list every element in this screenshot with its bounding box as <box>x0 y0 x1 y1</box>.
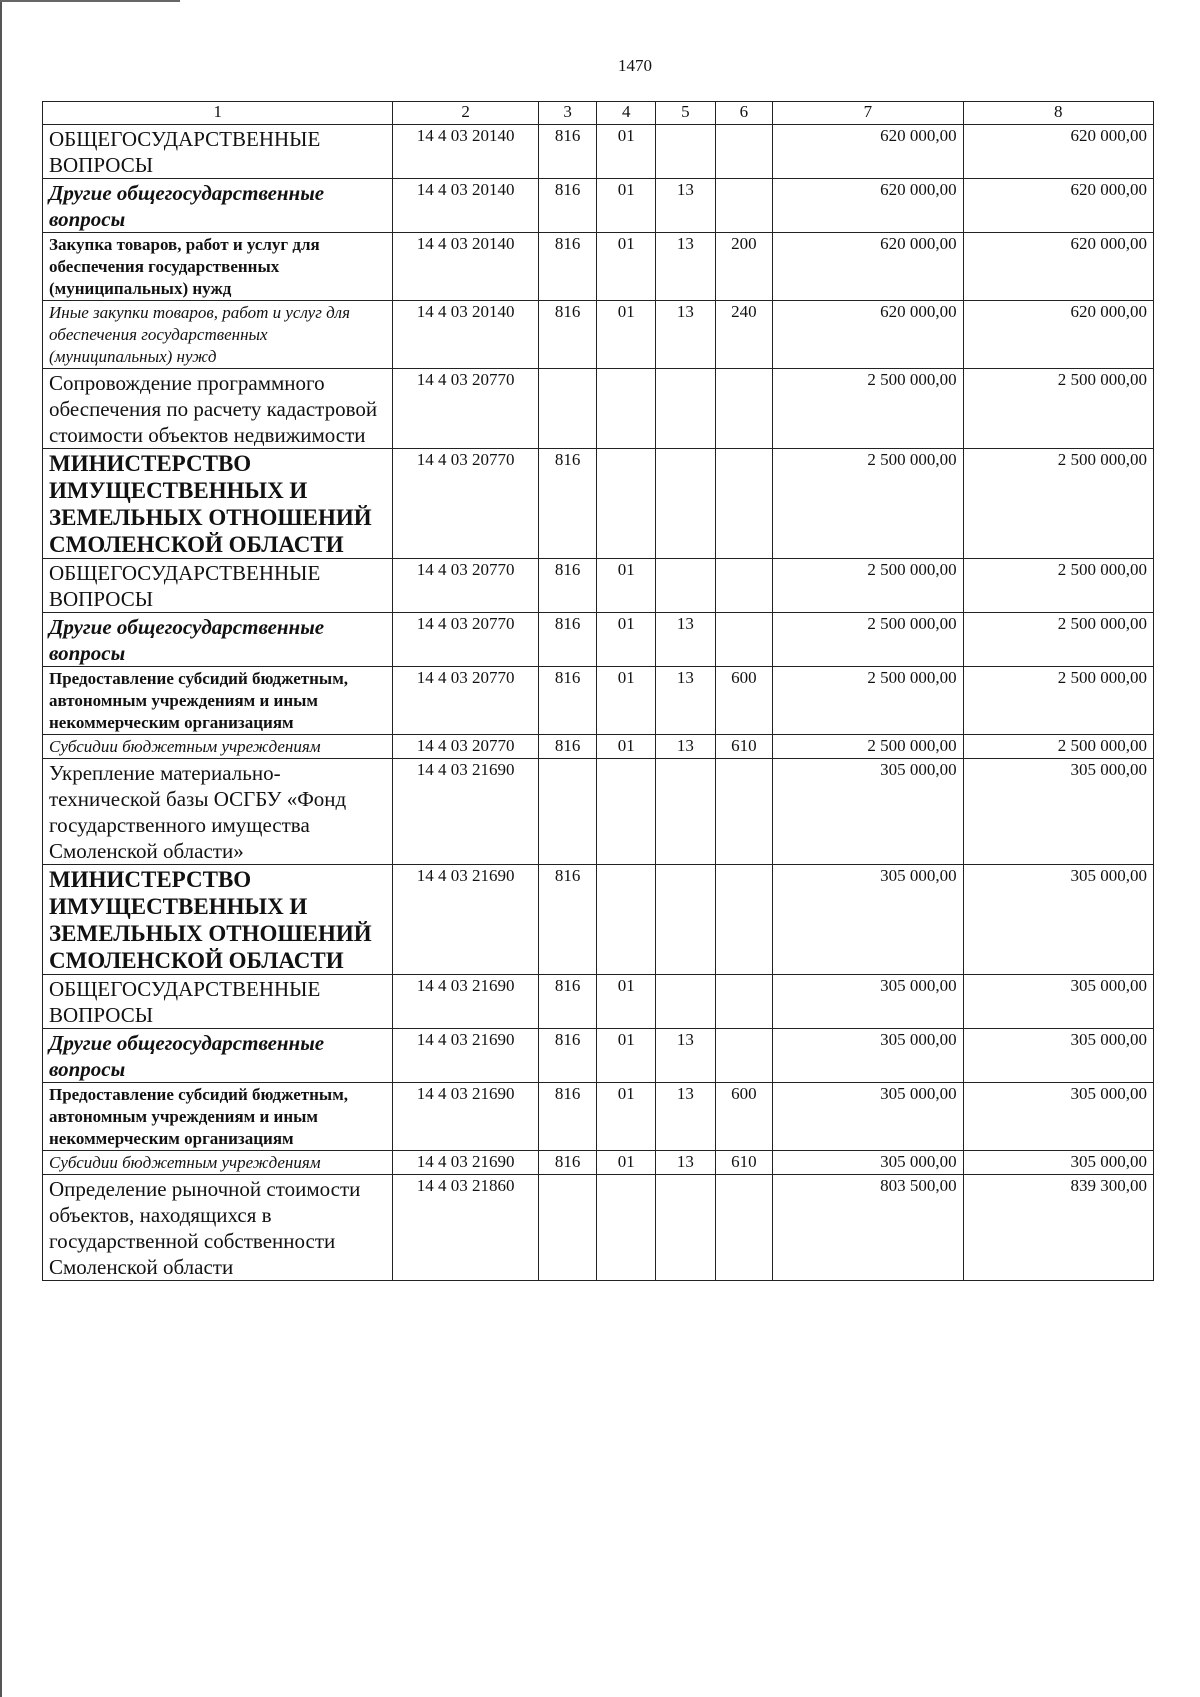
expense-type-cell: 600 <box>715 667 773 735</box>
column-header-8: 8 <box>963 102 1153 125</box>
ministry-code-cell: 816 <box>538 667 597 735</box>
amount-year1-cell: 620 000,00 <box>773 125 963 179</box>
ministry-code-cell: 816 <box>538 1151 597 1175</box>
amount-year2-cell: 839 300,00 <box>963 1175 1153 1281</box>
row-name-cell: Закупка товаров, работ и услуг для обеспечения государственных (муниципальных) нужд <box>43 233 393 301</box>
amount-year1-cell: 305 000,00 <box>773 1083 963 1151</box>
expense-type-cell <box>715 559 773 613</box>
amount-year1-cell: 305 000,00 <box>773 1029 963 1083</box>
section-code-cell: 01 <box>597 613 656 667</box>
table-row <box>43 369 1154 449</box>
row-name-cell: Иные закупки товаров, работ и услуг для обеспечения государственных (муниципальных) нужд <box>43 301 393 369</box>
table-row <box>43 613 1154 667</box>
table-row <box>43 759 1154 865</box>
ministry-code-cell: 816 <box>538 613 597 667</box>
target-code-cell: 14 4 03 20140 <box>393 301 538 369</box>
table-row <box>43 1175 1154 1281</box>
row-name-cell: МИНИСТЕРСТВО ИМУЩЕСТВЕННЫХ И ЗЕМЕЛЬНЫХ ОТНОШЕНИЙ СМОЛЕНСКОЙ ОБЛАСТИ <box>43 865 393 975</box>
amount-year2-cell: 305 000,00 <box>963 1029 1153 1083</box>
column-header-5: 5 <box>656 102 716 125</box>
table-row <box>43 125 1154 179</box>
row-name-cell: Предоставление субсидий бюджетным, автономным учреждениям и иным некоммерческим организациям <box>43 1083 393 1151</box>
amount-year2-cell: 2 500 000,00 <box>963 369 1153 449</box>
ministry-code-cell: 816 <box>538 301 597 369</box>
section-code-cell <box>597 449 656 559</box>
expense-type-cell <box>715 1029 773 1083</box>
section-code-cell <box>597 369 656 449</box>
subsection-code-cell <box>656 865 716 975</box>
target-code-cell: 14 4 03 20770 <box>393 667 538 735</box>
expense-type-cell: 200 <box>715 233 773 301</box>
table-row <box>43 449 1154 559</box>
column-header-row <box>43 102 1154 125</box>
ministry-code-cell: 816 <box>538 179 597 233</box>
section-code-cell: 01 <box>597 179 656 233</box>
scan-edge-top <box>0 0 180 2</box>
expense-type-cell <box>715 865 773 975</box>
subsection-code-cell <box>656 125 716 179</box>
subsection-code-cell <box>656 975 716 1029</box>
amount-year2-cell: 620 000,00 <box>963 179 1153 233</box>
table-body <box>43 125 1154 1281</box>
row-name-cell: ОБЩЕГОСУДАРСТВЕННЫЕ ВОПРОСЫ <box>43 125 393 179</box>
amount-year2-cell: 305 000,00 <box>963 759 1153 865</box>
ministry-code-cell: 816 <box>538 449 597 559</box>
expense-type-cell <box>715 369 773 449</box>
ministry-code-cell: 816 <box>538 1029 597 1083</box>
ministry-code-cell: 816 <box>538 1083 597 1151</box>
subsection-code-cell: 13 <box>656 179 716 233</box>
target-code-cell: 14 4 03 20140 <box>393 125 538 179</box>
row-name-cell: Сопровождение программного обеспечения по расчету кадастровой стоимости объектов недвижимости <box>43 369 393 449</box>
subsection-code-cell: 13 <box>656 233 716 301</box>
table-row <box>43 1029 1154 1083</box>
expense-type-cell <box>715 179 773 233</box>
row-name-cell: МИНИСТЕРСТВО ИМУЩЕСТВЕННЫХ И ЗЕМЕЛЬНЫХ ОТНОШЕНИЙ СМОЛЕНСКОЙ ОБЛАСТИ <box>43 449 393 559</box>
subsection-code-cell: 13 <box>656 613 716 667</box>
ministry-code-cell <box>538 759 597 865</box>
ministry-code-cell: 816 <box>538 735 597 759</box>
amount-year1-cell: 305 000,00 <box>773 975 963 1029</box>
subsection-code-cell <box>656 759 716 865</box>
amount-year2-cell: 305 000,00 <box>963 1151 1153 1175</box>
subsection-code-cell <box>656 1175 716 1281</box>
row-name-cell: Укрепление материально-технической базы ОСГБУ «Фонд государственного имущества Смоленской области» <box>43 759 393 865</box>
expense-type-cell: 240 <box>715 301 773 369</box>
target-code-cell: 14 4 03 20770 <box>393 449 538 559</box>
section-code-cell: 01 <box>597 975 656 1029</box>
target-code-cell: 14 4 03 21690 <box>393 1029 538 1083</box>
table-row <box>43 1151 1154 1175</box>
ministry-code-cell: 816 <box>538 233 597 301</box>
target-code-cell: 14 4 03 20770 <box>393 613 538 667</box>
ministry-code-cell <box>538 369 597 449</box>
target-code-cell: 14 4 03 21690 <box>393 975 538 1029</box>
section-code-cell <box>597 1175 656 1281</box>
amount-year1-cell: 2 500 000,00 <box>773 613 963 667</box>
amount-year1-cell: 305 000,00 <box>773 1151 963 1175</box>
section-code-cell: 01 <box>597 125 656 179</box>
row-name-cell: Субсидии бюджетным учреждениям <box>43 735 393 759</box>
expense-type-cell: 610 <box>715 1151 773 1175</box>
column-header-6: 6 <box>715 102 773 125</box>
subsection-code-cell: 13 <box>656 1083 716 1151</box>
ministry-code-cell: 816 <box>538 559 597 613</box>
ministry-code-cell: 816 <box>538 865 597 975</box>
budget-table <box>42 101 1154 1281</box>
target-code-cell: 14 4 03 20140 <box>393 179 538 233</box>
expense-type-cell <box>715 125 773 179</box>
expense-type-cell <box>715 613 773 667</box>
amount-year2-cell: 305 000,00 <box>963 975 1153 1029</box>
section-code-cell: 01 <box>597 301 656 369</box>
row-name-cell: Предоставление субсидий бюджетным, автономным учреждениям и иным некоммерческим организациям <box>43 667 393 735</box>
section-code-cell: 01 <box>597 1151 656 1175</box>
row-name-cell: Другие общегосударственные вопросы <box>43 613 393 667</box>
amount-year2-cell: 620 000,00 <box>963 233 1153 301</box>
ministry-code-cell: 816 <box>538 975 597 1029</box>
amount-year1-cell: 305 000,00 <box>773 865 963 975</box>
table-row <box>43 1083 1154 1151</box>
subsection-code-cell <box>656 559 716 613</box>
amount-year2-cell: 2 500 000,00 <box>963 735 1153 759</box>
row-name-cell: Определение рыночной стоимости объектов, находящихся в государственной собственности Смоленской области <box>43 1175 393 1281</box>
section-code-cell: 01 <box>597 1029 656 1083</box>
table-row <box>43 559 1154 613</box>
column-header-2: 2 <box>393 102 538 125</box>
section-code-cell <box>597 865 656 975</box>
target-code-cell: 14 4 03 20770 <box>393 369 538 449</box>
amount-year2-cell: 2 500 000,00 <box>963 667 1153 735</box>
expense-type-cell <box>715 449 773 559</box>
table-row <box>43 179 1154 233</box>
table-row <box>43 667 1154 735</box>
amount-year2-cell: 2 500 000,00 <box>963 613 1153 667</box>
amount-year1-cell: 620 000,00 <box>773 179 963 233</box>
target-code-cell: 14 4 03 21690 <box>393 759 538 865</box>
section-code-cell: 01 <box>597 1083 656 1151</box>
expense-type-cell: 600 <box>715 1083 773 1151</box>
row-name-cell: ОБЩЕГОСУДАРСТВЕННЫЕ ВОПРОСЫ <box>43 559 393 613</box>
amount-year1-cell: 2 500 000,00 <box>773 735 963 759</box>
amount-year2-cell: 620 000,00 <box>963 125 1153 179</box>
scan-edge-left <box>0 0 2 1697</box>
subsection-code-cell: 13 <box>656 1029 716 1083</box>
table-row <box>43 975 1154 1029</box>
amount-year1-cell: 2 500 000,00 <box>773 559 963 613</box>
target-code-cell: 14 4 03 21860 <box>393 1175 538 1281</box>
amount-year2-cell: 2 500 000,00 <box>963 449 1153 559</box>
subsection-code-cell <box>656 449 716 559</box>
table-row <box>43 865 1154 975</box>
table-row <box>43 735 1154 759</box>
section-code-cell: 01 <box>597 735 656 759</box>
row-name-cell: Другие общегосударственные вопросы <box>43 1029 393 1083</box>
amount-year1-cell: 620 000,00 <box>773 301 963 369</box>
row-name-cell: Другие общегосударственные вопросы <box>43 179 393 233</box>
page-number: 1470 <box>618 56 652 75</box>
expense-type-cell <box>715 975 773 1029</box>
row-name-cell: ОБЩЕГОСУДАРСТВЕННЫЕ ВОПРОСЫ <box>43 975 393 1029</box>
amount-year2-cell: 305 000,00 <box>963 865 1153 975</box>
target-code-cell: 14 4 03 20770 <box>393 735 538 759</box>
expense-type-cell: 610 <box>715 735 773 759</box>
amount-year1-cell: 2 500 000,00 <box>773 369 963 449</box>
amount-year1-cell: 2 500 000,00 <box>773 449 963 559</box>
expense-type-cell <box>715 1175 773 1281</box>
subsection-code-cell <box>656 369 716 449</box>
target-code-cell: 14 4 03 21690 <box>393 1151 538 1175</box>
section-code-cell: 01 <box>597 233 656 301</box>
ministry-code-cell: 816 <box>538 125 597 179</box>
target-code-cell: 14 4 03 21690 <box>393 1083 538 1151</box>
table-row <box>43 233 1154 301</box>
section-code-cell <box>597 759 656 865</box>
amount-year1-cell: 305 000,00 <box>773 759 963 865</box>
amount-year2-cell: 305 000,00 <box>963 1083 1153 1151</box>
ministry-code-cell <box>538 1175 597 1281</box>
amount-year2-cell: 2 500 000,00 <box>963 559 1153 613</box>
table-row <box>43 301 1154 369</box>
column-header-4: 4 <box>597 102 656 125</box>
section-code-cell: 01 <box>597 559 656 613</box>
column-header-3: 3 <box>538 102 597 125</box>
amount-year1-cell: 2 500 000,00 <box>773 667 963 735</box>
section-code-cell: 01 <box>597 667 656 735</box>
subsection-code-cell: 13 <box>656 735 716 759</box>
expense-type-cell <box>715 759 773 865</box>
row-name-cell: Субсидии бюджетным учреждениям <box>43 1151 393 1175</box>
target-code-cell: 14 4 03 21690 <box>393 865 538 975</box>
amount-year1-cell: 803 500,00 <box>773 1175 963 1281</box>
target-code-cell: 14 4 03 20770 <box>393 559 538 613</box>
amount-year1-cell: 620 000,00 <box>773 233 963 301</box>
column-header-1: 1 <box>43 102 393 125</box>
subsection-code-cell: 13 <box>656 301 716 369</box>
amount-year2-cell: 620 000,00 <box>963 301 1153 369</box>
subsection-code-cell: 13 <box>656 667 716 735</box>
column-header-7: 7 <box>773 102 963 125</box>
subsection-code-cell: 13 <box>656 1151 716 1175</box>
target-code-cell: 14 4 03 20140 <box>393 233 538 301</box>
